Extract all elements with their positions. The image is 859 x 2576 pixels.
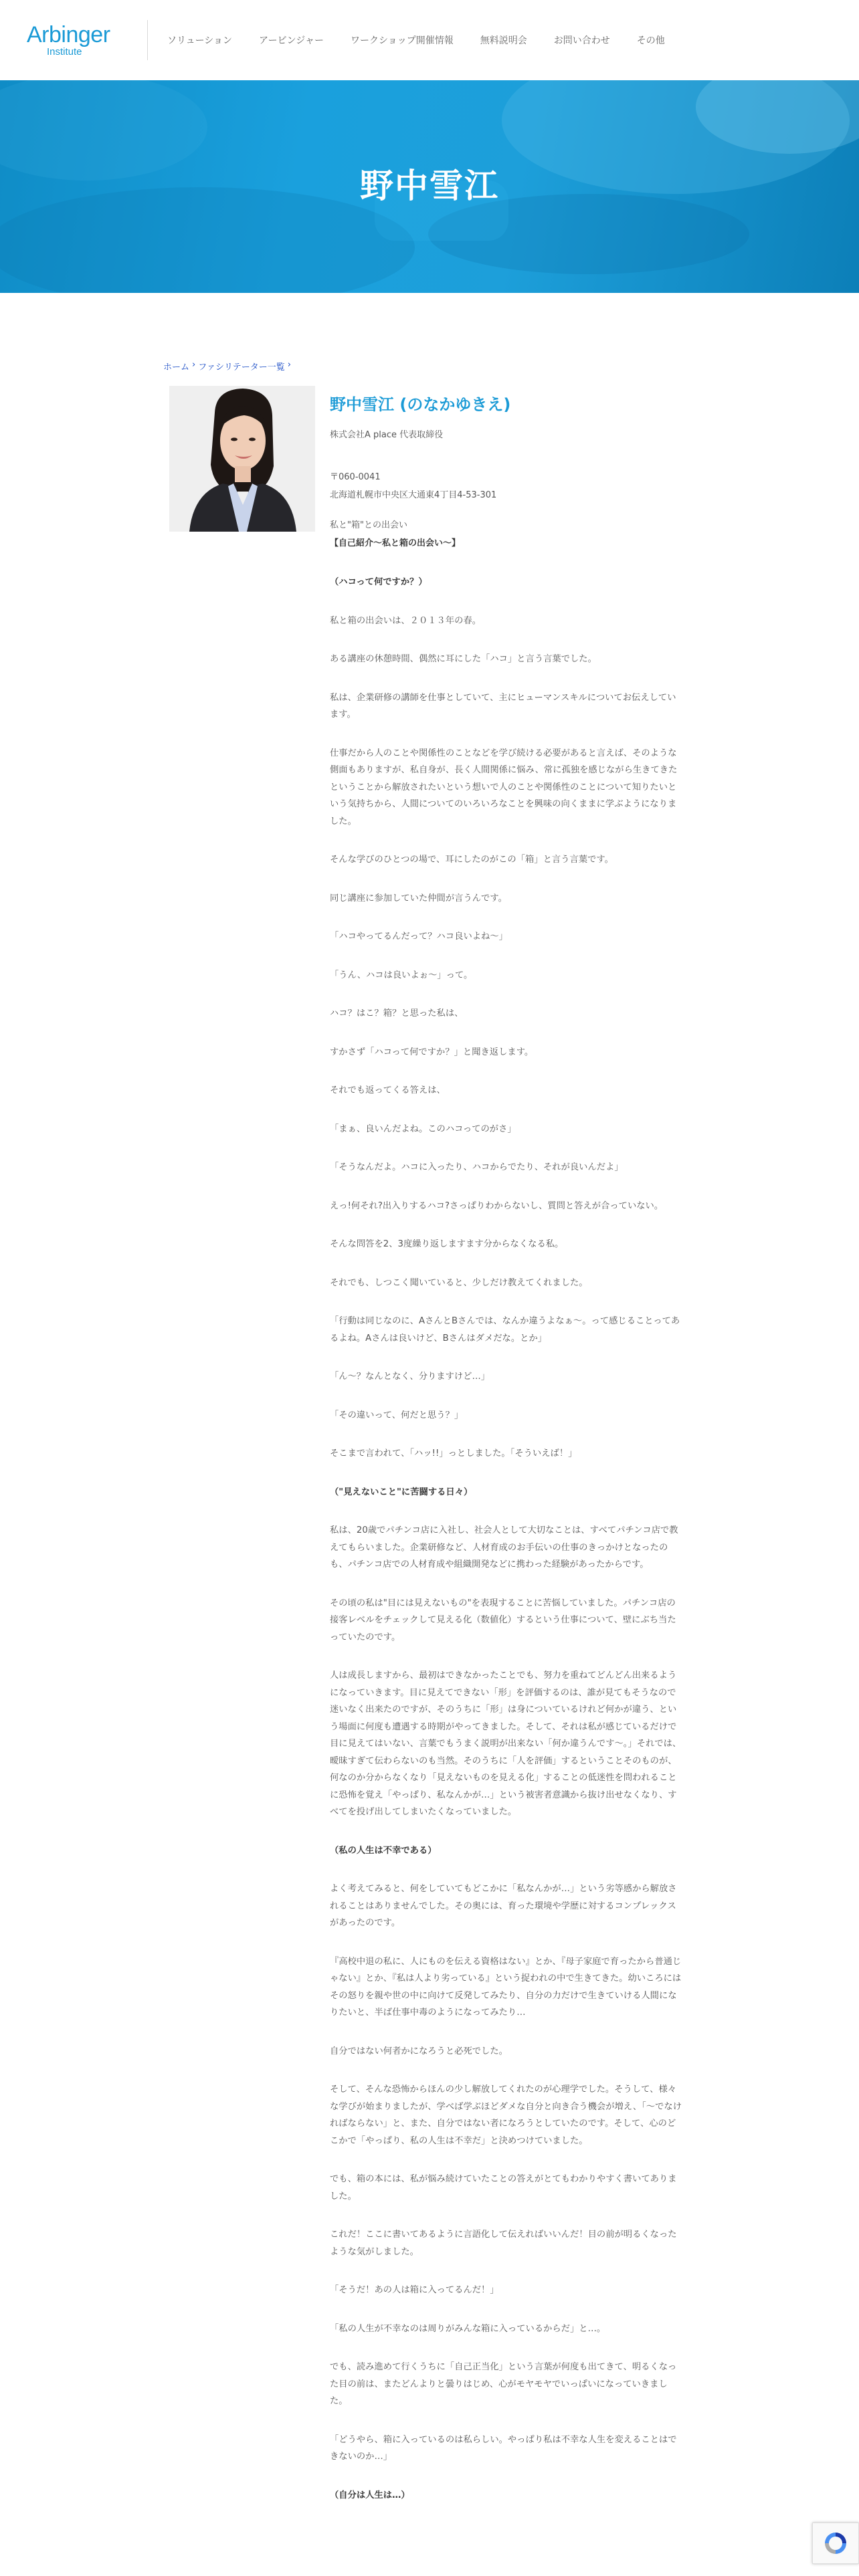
site-header xyxy=(0,0,859,80)
section-heading: （私の人生は不幸である） xyxy=(330,1845,437,1856)
paragraph: 人は成長しますから、最初はできなかったことでも、努力を重ねてどんどん出来るようになっていきます。目に見えてできない「形」を評価するのは、誰が見てもそうなので迷いなく出来たのですが、そのうちに「形」は身についているけれど何かが違う、という場面に何度も遭遇する時期がやってきました。そして、それは私が感じているだけで目に見えてはいない、言葉でもうまく説明が出来ない「何か違うんです〜。」それでは、曖昧すぎて伝わらないのも当然。そのうちに「人を評価」するということそのものが、何なのか分からなくなり「見えないものを見える化」することの低迷性を問われることに恐怖を覚え「やっぱり、私なんかが…」という被害者意識から抜け出せなくなり、すべてを投げ出してしまいたくなっていました。 xyxy=(330,1671,682,1817)
paragraph: 『高校中退の私に、人にものを伝える資格はない』とか、『母子家庭で育ったから普通じゃない』とか、『私は人より劣っている』という捉われの中で生きてきた。幼いころにはその怒りを親や世の中に向けて反発してみたり、自分の力だけで生きていける人間になりたいと、半ば仕事中毒のようになってみたり… xyxy=(330,1956,682,2018)
paragraph: 「その違いって、何だと思う？」 xyxy=(330,1410,464,1420)
paragraph: それでも返ってくる答えは、 xyxy=(330,1085,446,1095)
portrait-photo xyxy=(169,386,315,532)
nav-other[interactable]: その他 xyxy=(636,35,665,46)
paragraph: 私は、20歳でパチンコ店に入社し、社会人として大切なことは、すべてパチンコ店で教えてもらいました。企業研修など、人材育成のお手伝いの仕事のきっかけとなったのも、パチンコ店での人材育成や組織開発などに携わった経験があったからです。 xyxy=(330,1525,678,1570)
paragraph: 「私の人生が不幸なのは周りがみんな箱に入っているからだ」と…。 xyxy=(330,2323,606,2334)
paragraph: 「どうやら、箱に入っているのは私らしい。やっぱり私は不幸な人生を変えることはできないのか…」 xyxy=(330,2434,677,2462)
paragraph: でも、読み進めて行くうちに「自己正当化」という言葉が何度も出てきて、明るくなった目の前は、またどんよりと曇りはじめ、心がモヤモヤでいっぱいになっていきました。 xyxy=(330,2362,677,2406)
section-heading: （"見えないこと"に苦闘する日々） xyxy=(330,1487,473,1497)
paragraph: 「ん〜？なんとなく、分りますけど…」 xyxy=(330,1372,490,1382)
paragraph: 同じ講座に参加していた仲間が言うんです。 xyxy=(330,893,507,903)
recaptcha-icon xyxy=(822,2530,849,2557)
paragraph: 「そうなんだよ。ハコに入ったり、ハコからでたり、それが良いんだよ」 xyxy=(330,1162,624,1172)
paragraph: 「行動は同じなのに、AさんとBさんでは、なんか違うよなぁ〜。って感じることってあるよね。Aさんは良いけど、Bさんはダメだな。とか」 xyxy=(330,1316,680,1344)
hero-banner xyxy=(0,80,859,293)
breadcrumb-separator: › xyxy=(287,360,291,370)
paragraph: その頃の私は"目には見えないもの"を表現することに苦悩していました。パチンコ店の接客レベルをチェックして見える化（数値化）するという仕事について、壁にぶち当たっていたのです。 xyxy=(330,1598,676,1642)
recaptcha-badge[interactable] xyxy=(812,2523,859,2564)
paragraph: 「そうだ！あの人は箱に入ってるんだ！」 xyxy=(330,2285,499,2295)
paragraph: 仕事だから人のことや関係性のことなどを学び続ける必要があると言えば、そのような側面もありますが、私自身が、長く人間関係に悩み、常に孤独を感じながら生きてきたということから解放されたいという想いで人のことや関係性のことについて知りたいという気持ちから、人間についてのいろいろなことを興味の向くままに学ぶようになりました。 xyxy=(330,748,678,827)
paragraph: そんな問答を2、3度繰り返しますます分からなくなる私。 xyxy=(330,1239,564,1249)
logo-sub-text: Institute xyxy=(47,46,82,58)
company-name: 株式会社A place 代表取締役 xyxy=(330,430,444,440)
intro-label: 私と"箱"との出会い xyxy=(330,520,407,530)
profile-article xyxy=(330,390,684,2525)
nav-free-seminar[interactable]: 無料説明会 xyxy=(480,35,527,46)
arbinger-logo[interactable] xyxy=(27,23,127,58)
paragraph: 「うん、ハコは良いよぉ〜」って。 xyxy=(330,970,473,980)
paragraph: そこまで言われて、「ハッ!!」っとしました。「そういえば！」 xyxy=(330,1448,577,1459)
postal-code: 〒060-0041 xyxy=(330,472,381,482)
intro-heading: 【自己紹介〜私と箱の出会い〜】 xyxy=(330,538,461,548)
paragraph: そんな学びのひとつの場で、耳にしたのがこの「箱」と言う言葉です。 xyxy=(330,855,613,865)
paragraph: ある講座の休憩時間、偶然に耳にした「ハコ」と言う言葉でした。 xyxy=(330,654,597,664)
paragraph: 私と箱の出会いは、２０１３年の春。 xyxy=(330,615,482,626)
nav-arbinger[interactable]: アービンジャー xyxy=(259,35,324,46)
paragraph: よく考えてみると、何をしていてもどこかに「私なんかが…」という劣等感から解放されることはありませんでした。その奥には、育った環境や学歴に対するコンプレックスがあったのです。 xyxy=(330,1884,677,1928)
paragraph: 「ハコやってるんだって？ハコ良いよね〜」 xyxy=(330,932,508,942)
breadcrumb-separator: › xyxy=(192,360,196,370)
paragraph: 私は、企業研修の講師を仕事としていて、主にヒューマンスキルについてお伝えしています。 xyxy=(330,692,676,720)
logo-main-text: Arbinger xyxy=(27,22,110,47)
main-nav xyxy=(167,0,692,80)
nav-contact[interactable]: お問い合わせ xyxy=(553,35,610,46)
paragraph: 「まぁ、良いんだよね。このハコってのがさ」 xyxy=(330,1123,516,1134)
paragraph: すかさず「ハコって何ですか？」と聞き返します。 xyxy=(330,1047,534,1057)
breadcrumb-home[interactable]: ホーム xyxy=(163,362,190,372)
paragraph: でも、箱の本には、私が悩み続けていたことの答えがとてもわかりやすく書いてありました。 xyxy=(330,2174,677,2202)
section-heading: （自分は人生は…） xyxy=(330,2490,410,2500)
nav-solutions[interactable]: ソリューション xyxy=(167,35,233,46)
paragraph: ハコ？はこ？箱？と思った私は、 xyxy=(330,1008,464,1018)
breadcrumb-facilitator-list[interactable]: ファシリテーター一覧 xyxy=(198,362,285,372)
paragraph: えっ!何それ?出入りするハコ?さっぱりわからないし、質問と答えが合っていない。 xyxy=(330,1200,664,1211)
paragraph: そして、そんな恐怖からほんの少し解放してくれたのが心理学でした。そうして、様々な学びが始まりましたが、学べば学ぶほどダメな自分と向き合う機会が増え、「〜でなければならない」と、また、自分ではない者になろうとしていたのです。そして、心のどこかで「やっぱり、私の人生は不幸だ」と決めつけていました。 xyxy=(330,2084,682,2146)
header-divider xyxy=(147,20,148,60)
facilitator-name: 野中雪江 (のなかゆきえ) xyxy=(330,395,511,414)
paragraph: それでも、しつこく聞いていると、少しだけ教えてくれました。 xyxy=(330,1277,588,1288)
paragraph: 自分ではない何者かになろうと必死でした。 xyxy=(330,2046,508,2056)
breadcrumb xyxy=(163,360,294,372)
hero-title: 野中雪江 xyxy=(360,167,499,205)
paragraph: これだ！ここに書いてあるように言語化して伝えればいいんだ！目の前が明るくなったような気がしました。 xyxy=(330,2230,677,2257)
address: 北海道札幌市中央区大通東4丁目4-53-301 xyxy=(330,490,497,500)
nav-workshop-info[interactable]: ワークショップ開催情報 xyxy=(350,35,454,46)
section-heading: （ハコって何ですか？） xyxy=(330,577,427,587)
